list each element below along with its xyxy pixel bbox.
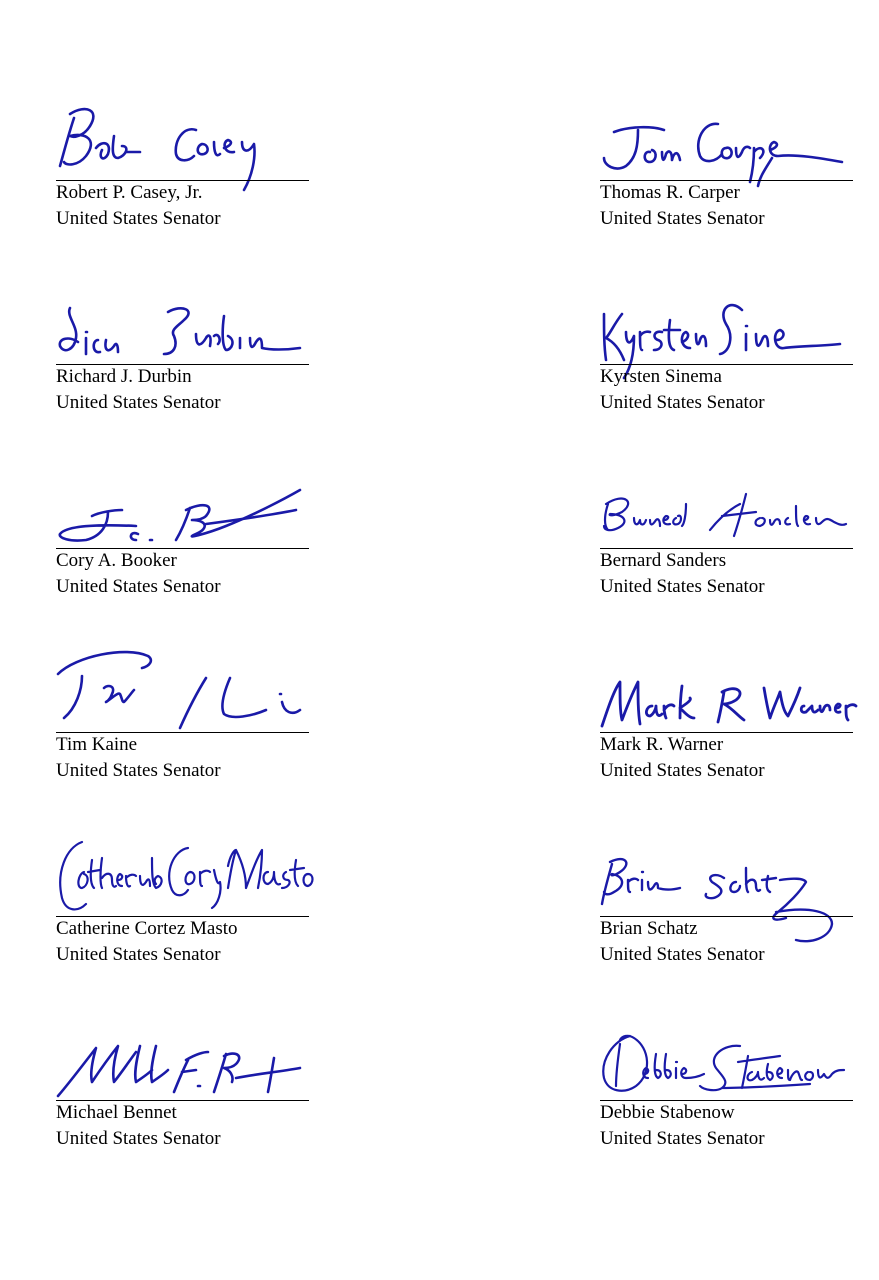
signature-block-kaine [56,648,309,808]
handwritten-signature [600,1016,853,1100]
signatory-title: United States Senator [600,760,765,781]
signatory-title: United States Senator [56,944,221,965]
signatory-title: United States Senator [56,392,221,413]
signatory-title: United States Senator [600,208,765,229]
signatory-name: Cory A. Booker [56,550,177,571]
signatory-name: Robert P. Casey, Jr. [56,182,203,203]
signature-block-warner [600,648,853,808]
signature-line [56,732,309,733]
signature-block-casey [56,96,309,256]
signatory-name: Brian Schatz [600,918,698,939]
signatory-name: Michael Bennet [56,1102,177,1123]
signatory-title: United States Senator [56,1128,221,1149]
signatory-name: Thomas R. Carper [600,182,740,203]
signature-block-durbin [56,280,309,440]
signature-block-carper [600,96,853,256]
signatory-title: United States Senator [600,576,765,597]
signature-line [600,916,853,917]
signatory-title: United States Senator [56,208,221,229]
signature-block-sanders [600,464,853,624]
signatory-name: Tim Kaine [56,734,138,755]
signatory-title: United States Senator [600,944,765,965]
signature-line [56,180,309,181]
handwritten-signature [56,1016,309,1100]
handwritten-signature [600,280,853,364]
handwritten-signature [56,96,309,180]
signatory-name: Kyrsten Sinema [600,366,722,387]
signatory-name: Catherine Cortez Masto [56,918,238,939]
handwritten-signature [56,464,309,548]
signature-block-sinema [600,280,853,440]
signature-block-cortez-masto [56,832,309,992]
signature-line [56,364,309,365]
signature-block-stabenow [600,1016,853,1176]
handwritten-signature [56,280,309,364]
handwritten-signature [600,96,853,180]
signatory-name: Richard J. Durbin [56,366,192,387]
signature-block-booker [56,464,309,624]
signatory-title: United States Senator [600,1128,765,1149]
signature-line [600,364,853,365]
signatory-name: Bernard Sanders [600,550,727,571]
handwritten-signature [56,648,309,732]
signature-line [56,548,309,549]
signature-line [56,1100,309,1101]
signatory-name: Debbie Stabenow [600,1102,735,1123]
signatory-title: United States Senator [56,576,221,597]
handwritten-signature [600,648,853,732]
signature-block-schatz [600,832,853,992]
handwritten-signature [600,464,853,548]
signatory-title: United States Senator [56,760,221,781]
signatory-name: Mark R. Warner [600,734,724,755]
signature-line [56,916,309,917]
signatory-title: United States Senator [600,392,765,413]
signature-line [600,1100,853,1101]
signature-line [600,732,853,733]
signature-block-bennet [56,1016,309,1176]
handwritten-signature [600,832,853,916]
handwritten-signature [56,832,309,916]
signature-line [600,548,853,549]
signature-line [600,180,853,181]
